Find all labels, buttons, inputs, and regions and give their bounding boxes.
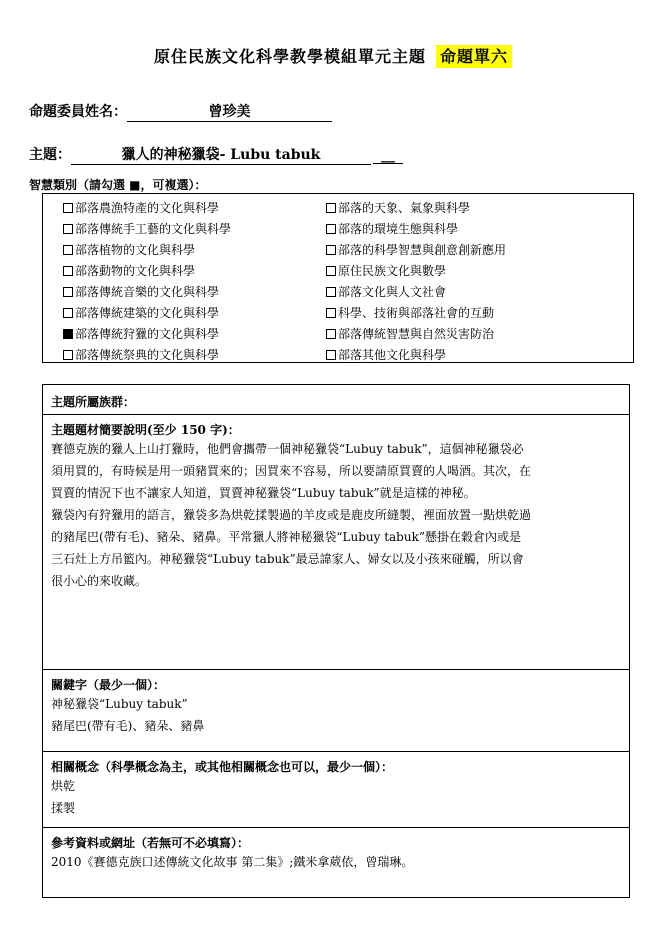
checkbox[interactable] [63, 350, 73, 360]
summary-section [43, 415, 629, 670]
concepts-label: 相關概念（科學概念為主，或其他相關概念也可以，最少一個）： [51, 760, 394, 774]
summary-line: 須用買的，有時候是用一頭豬買來的；因買來不容易，所以要請原買賣的人喝酒。其次，在 [51, 464, 532, 478]
tribe-section [43, 385, 629, 415]
concepts-list[interactable] [51, 775, 621, 819]
unit-tag: 命題單六 [436, 45, 512, 68]
member-row [29, 101, 332, 122]
checkbox[interactable] [63, 224, 73, 234]
member-label: 命題委員姓名： [29, 104, 127, 120]
category-label-text: 部落傳統智慧與自然災害防治 [338, 327, 495, 341]
summary-line: 買賣的情況下也不讓家人知道，買賣神秘獵袋“Lubuy tabuk”就是這樣的神秘。 [51, 486, 476, 500]
refs-section [43, 828, 629, 898]
category-item[interactable] [63, 282, 231, 303]
category-item[interactable] [326, 345, 506, 366]
category-label-text: 部落植物的文化與科學 [75, 243, 196, 257]
checkbox[interactable] [326, 203, 336, 213]
category-label-text: 原住民族文化與數學 [338, 264, 447, 278]
category-label-text: 部落傳統手工藝的文化與科學 [75, 222, 232, 236]
checkbox[interactable] [326, 308, 336, 318]
checkbox[interactable] [63, 245, 73, 255]
category-item[interactable] [326, 261, 506, 282]
detail-table [42, 384, 630, 898]
category-item[interactable] [326, 240, 506, 261]
topic-label: 主題： [29, 147, 71, 163]
ref-item: 2010《賽德克族口述傳統文化故事 第二集》;鐵米拿葳依，曾瑞琳。 [51, 855, 414, 869]
title-text: 原住民族文化科學教學模組單元主題 [153, 47, 426, 66]
category-item[interactable] [63, 303, 231, 324]
keywords-label: 關鍵字（最少一個）： [51, 678, 166, 692]
checkbox[interactable] [326, 329, 336, 339]
category-item[interactable] [63, 324, 231, 345]
category-col-right [326, 198, 506, 366]
checkbox[interactable] [326, 350, 336, 360]
category-item[interactable] [326, 303, 506, 324]
category-item[interactable] [326, 198, 506, 219]
keyword-item: 神秘獵袋“Lubuy tabuk” [51, 697, 188, 711]
category-box [42, 193, 634, 363]
category-item[interactable] [326, 219, 506, 240]
checkbox[interactable] [326, 266, 336, 276]
page-title [0, 44, 666, 67]
category-label-text: 部落傳統狩獵的文化與科學 [75, 327, 220, 341]
checkbox[interactable] [326, 224, 336, 234]
category-item[interactable] [63, 198, 231, 219]
category-item[interactable] [326, 324, 506, 345]
summary-line: 獵袋內有狩獵用的語言，獵袋多為烘乾揉製過的羊皮或是鹿皮所縫製，裡面放置一點烘乾過 [51, 508, 532, 522]
concepts-section [43, 752, 629, 828]
category-label-text: 部落農漁特產的文化與科學 [75, 201, 220, 215]
topic-suffix: __ [373, 147, 403, 164]
summary-label: 主題題材簡要說明(至少 150 字)： [51, 423, 240, 437]
tribe-label: 主題所屬族群： [51, 395, 136, 409]
category-item[interactable] [63, 240, 231, 261]
checkbox-checked[interactable] [63, 329, 73, 339]
category-item[interactable] [63, 261, 231, 282]
category-item[interactable] [63, 345, 231, 366]
category-label-text: 部落傳統建築的文化與科學 [75, 306, 220, 320]
category-item[interactable] [63, 219, 231, 240]
checkbox[interactable] [326, 287, 336, 297]
member-name[interactable]: 曾珍美 [127, 101, 332, 122]
summary-line: 三石灶上方吊籃內。神秘獵袋“Lubuy tabuk”最忌諱家人、婦女以及小孩來碰觸，所以會 [51, 552, 524, 566]
checkbox[interactable] [63, 308, 73, 318]
checkbox[interactable] [326, 245, 336, 255]
topic-value[interactable]: 獵人的神秘獵袋- Lubu tabuk [71, 144, 371, 165]
category-col-left [63, 198, 231, 366]
summary-line: 的豬尾巴(帶有毛)、豬朵、豬鼻。平常獵人將神秘獵袋“Lubuy tabuk”懸掛在穀倉內或是 [51, 530, 521, 544]
checkbox[interactable] [63, 266, 73, 276]
concept-item: 揉製 [51, 801, 76, 815]
keyword-item: 豬尾巴(帶有毛)、豬朵、豬鼻 [51, 719, 205, 733]
summary-line: 賽德克族的獵人上山打獵時，他們會攜帶一個神秘獵袋“Lubuy tabuk”，這個神秘獵袋必 [51, 442, 524, 456]
checkbox[interactable] [63, 203, 73, 213]
category-label: 智慧類別（請勾選 ■，可複選）： [29, 178, 207, 192]
category-label-text: 部落傳統音樂的文化與科學 [75, 285, 220, 299]
category-label-text: 部落的科學智慧與創意創新應用 [338, 243, 507, 257]
category-label-text: 部落的環境生態與科學 [338, 222, 459, 236]
summary-line: 很小心的來收藏。 [51, 574, 148, 588]
summary-text[interactable] [51, 438, 621, 592]
refs-label: 參考資料或網址（若無可不必填寫）： [51, 836, 250, 850]
category-label-text: 部落動物的文化與科學 [75, 264, 196, 278]
concept-item: 烘乾 [51, 779, 76, 793]
category-label-text: 部落傳統祭典的文化與科學 [75, 348, 220, 362]
keywords-list[interactable] [51, 693, 621, 737]
category-label-text: 部落其他文化與科學 [338, 348, 447, 362]
topic-row [29, 144, 403, 165]
keywords-section [43, 670, 629, 752]
checkbox[interactable] [63, 287, 73, 297]
category-label-text: 部落的天象、氣象與科學 [338, 201, 471, 215]
category-item[interactable] [326, 282, 506, 303]
category-label-text: 部落文化與人文社會 [338, 285, 447, 299]
refs-list[interactable] [51, 851, 621, 873]
category-label-text: 科學、技術與部落社會的互動 [338, 306, 495, 320]
